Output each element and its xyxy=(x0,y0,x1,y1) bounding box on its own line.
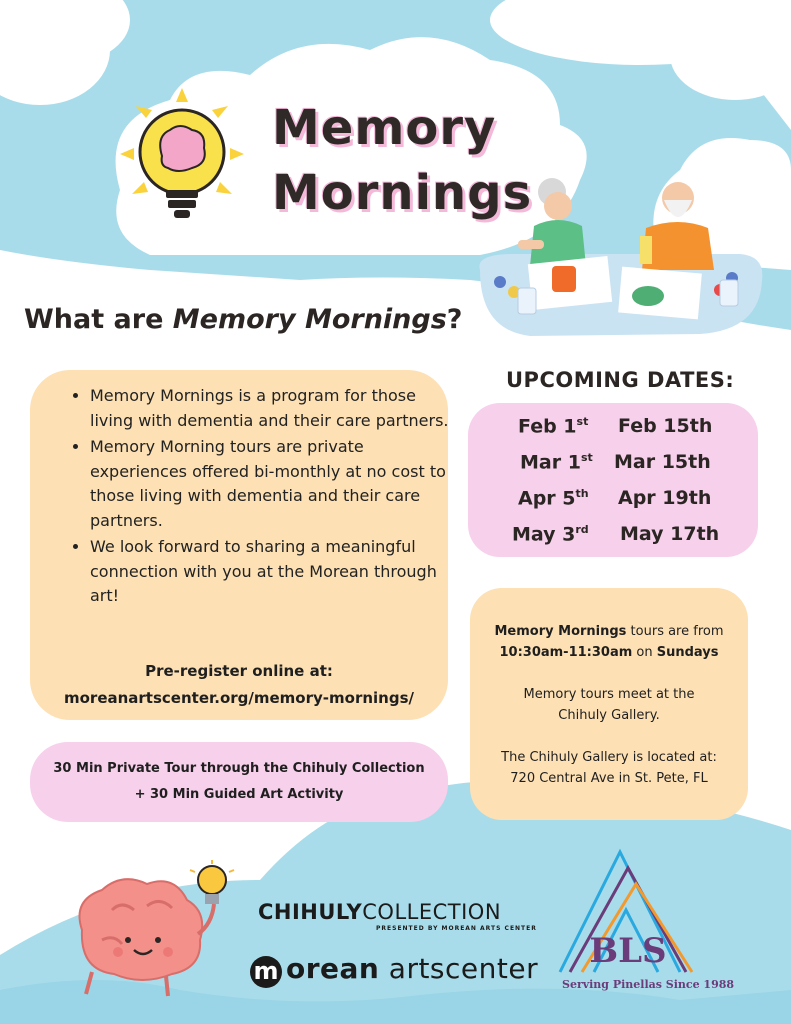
bls-tagline: Serving Pinellas Since 1988 xyxy=(562,978,735,991)
bls-mountain-logo xyxy=(558,846,698,978)
question-emphasis: Memory Mornings xyxy=(172,304,447,335)
chihuly-collection-logo: CHIHULYCOLLECTION PRESENTED BY MOREAN ARTS CENTER xyxy=(258,900,537,932)
flyer-page: Memory Mornings What are Memory Mornings? • Memory Mornings is a program for those living with dementia and their care partners. • Memory Morning tours are private experiences offered bi-monthly at no cost to those living with dementia and their care partners. • We look forward to sharing a meaningful connection with you at the Morean through art! Pre-register online at: moreanartscenter.org/memory-mornings/ UPCOMING DATES: Feb 1st Feb 15th Mar 1st Mar 15th Apr 5th Apr 19th May 3rd May 17th Memory Mornings tours are from 10:30am-11:30am on Sundays Memory tours meet at the Chihuly Gallery. The Chihuly Gallery is located at: 720 Central Ave in St. Pete, FL 30 Min Private Tour through the Chihuly Collection + 30 Min Guided Art Activity CHIHULYCOLLECTION PRESENTED BY MOREAN ARTS CENTER m orean artscenter BLS Serving Pinellas Since 1988 xyxy=(0,0,791,1024)
meeting-point-line2: Chihuly Gallery. xyxy=(558,708,660,723)
program-info-box xyxy=(30,370,448,720)
bullet-item: • Memory Mornings is a program for those living with dementia and their care partners. xyxy=(90,384,460,433)
lightbulb-brain-icon xyxy=(118,86,246,226)
tour-time-line1: Memory Mornings tours are from xyxy=(494,624,724,639)
activity-summary-box xyxy=(30,742,448,822)
upcoming-dates-heading: UPCOMING DATES: xyxy=(506,368,735,392)
date-item: Apr 19th xyxy=(618,487,712,509)
tour-details-box xyxy=(470,588,748,820)
preregister-block xyxy=(30,658,448,712)
bullet-item: • We look forward to sharing a meaningful connection with you at the Morean through art! xyxy=(90,535,460,609)
bls-letters: BLS xyxy=(589,931,667,971)
morean-logo-mark: m xyxy=(250,956,282,988)
location-line2: 720 Central Ave in St. Pete, FL xyxy=(510,771,708,786)
date-item: Apr 5th xyxy=(518,487,589,510)
question-prefix: What are xyxy=(24,304,173,335)
date-item: May 3rd xyxy=(512,523,589,546)
bullet-item: • Memory Morning tours are private experiences offered bi-monthly at no cost to those living with dementia and their care partners. xyxy=(90,435,460,533)
title-line-1: Memory xyxy=(272,100,497,156)
location-line1: The Chihuly Gallery is located at: xyxy=(501,750,717,765)
title-line-2: Mornings xyxy=(272,165,533,221)
chihuly-presented-by: PRESENTED BY MOREAN ARTS CENTER xyxy=(376,925,537,932)
activity-line1: 30 Min Private Tour through the Chihuly Collection xyxy=(53,761,425,776)
question-heading xyxy=(24,304,462,335)
preregister-label: Pre-register online at: xyxy=(145,662,333,680)
preregister-url[interactable]: moreanartscenter.org/memory-mornings/ xyxy=(63,689,414,707)
seniors-painting-illustration xyxy=(470,170,770,342)
date-item: Feb 15th xyxy=(618,415,713,437)
date-item: Feb 1st xyxy=(518,415,589,438)
activity-line2: + 30 Min Guided Art Activity xyxy=(134,787,344,802)
date-item: May 17th xyxy=(620,523,720,545)
brain-mascot-icon xyxy=(62,860,252,1000)
date-item: Mar 15th xyxy=(614,451,711,473)
tour-time-line2: 10:30am-11:30am on Sundays xyxy=(499,645,719,660)
question-suffix: ? xyxy=(446,304,463,335)
upcoming-dates-box xyxy=(468,403,758,557)
date-item: Mar 1st xyxy=(520,451,593,474)
program-bullet-list xyxy=(70,384,460,611)
meeting-point-line1: Memory tours meet at the xyxy=(523,687,695,702)
